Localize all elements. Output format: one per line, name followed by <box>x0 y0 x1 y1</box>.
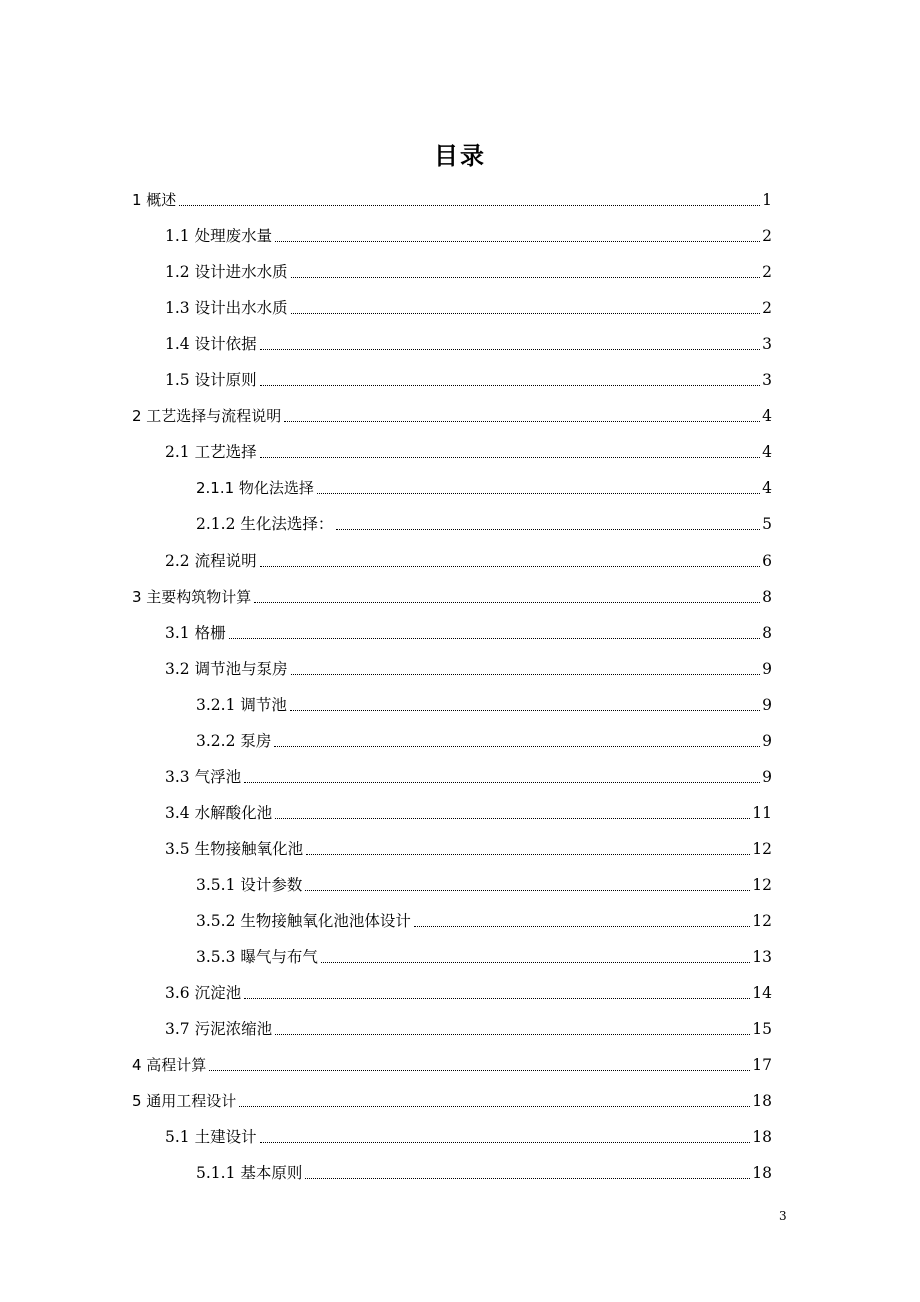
toc-entry-label: 3 主要构筑物计算 <box>132 587 252 606</box>
dot-leader <box>275 241 760 242</box>
toc-entry[interactable] <box>132 180 772 210</box>
toc-entry[interactable] <box>165 613 772 643</box>
dot-leader <box>305 890 750 891</box>
toc-entry-label: 3.5 生物接触氧化池 <box>165 839 304 858</box>
toc-entry[interactable] <box>196 901 772 931</box>
toc-entry-page: 3 <box>762 335 772 354</box>
toc-entry[interactable] <box>165 757 772 787</box>
toc-entry-page: 9 <box>762 695 772 714</box>
toc-entry-page: 4 <box>762 443 772 462</box>
toc-entry-page: 9 <box>762 767 772 786</box>
toc-entry[interactable] <box>196 504 772 534</box>
toc-entry-page: 4 <box>762 407 772 426</box>
toc-entry-label: 2.1.2 生化法选择： <box>196 515 334 534</box>
toc-entry-page: 12 <box>752 912 772 930</box>
toc-entry-page: 18 <box>752 1128 772 1147</box>
toc-entry[interactable] <box>165 252 772 282</box>
toc-entry[interactable] <box>165 973 772 1003</box>
toc-entry-page: 2 <box>762 227 772 246</box>
toc-entry[interactable] <box>165 1117 772 1147</box>
toc-entry-page: 5 <box>762 515 772 534</box>
dot-leader <box>239 1106 750 1107</box>
toc-entry[interactable] <box>196 468 772 498</box>
toc-entry-page: 12 <box>752 839 772 858</box>
toc-entry-label: 3.2.1 调节池 <box>196 695 287 714</box>
toc-entry[interactable] <box>165 829 772 859</box>
toc-entry-page: 3 <box>762 371 772 390</box>
dot-leader <box>321 962 750 963</box>
dot-leader <box>305 1178 750 1179</box>
toc-entry-label: 3.2.2 泵房 <box>196 731 272 750</box>
toc-entry[interactable] <box>165 360 772 390</box>
toc-entry-label: 1.5 设计原则 <box>165 371 257 390</box>
toc-entry-label: 5.1 土建设计 <box>165 1128 257 1147</box>
dot-leader <box>244 782 760 783</box>
toc-entry-page: 14 <box>752 984 772 1003</box>
toc-entry-page: 18 <box>752 1092 772 1111</box>
toc-entry[interactable] <box>165 541 772 571</box>
toc-entry[interactable] <box>165 649 772 679</box>
toc-entry-page: 15 <box>752 1020 772 1039</box>
dot-leader <box>244 998 750 999</box>
toc-entry-label: 3.7 污泥浓缩池 <box>165 1020 273 1039</box>
dot-leader <box>260 385 761 386</box>
dot-leader <box>274 746 760 747</box>
toc-entry[interactable] <box>132 396 772 426</box>
toc-entry-label: 1.2 设计进水水质 <box>165 263 288 282</box>
toc-entry-label: 3.5.1 设计参数 <box>196 875 303 894</box>
toc-entry-label: 3.2 调节池与泵房 <box>165 659 288 678</box>
toc-entry[interactable] <box>132 577 772 607</box>
toc-entry-page: 2 <box>762 299 772 318</box>
dot-leader <box>275 818 750 819</box>
toc-entry[interactable] <box>165 432 772 462</box>
dot-leader <box>254 602 760 603</box>
toc-entry-page: 8 <box>762 623 772 642</box>
toc-entry-page: 12 <box>752 875 772 894</box>
toc-entry[interactable] <box>165 324 772 354</box>
toc-entry[interactable] <box>165 1009 772 1039</box>
toc-entry-label: 3.4 水解酸化池 <box>165 803 273 822</box>
toc-entry-label: 3.5.3 曝气与布气 <box>196 948 318 967</box>
toc-entry-page: 9 <box>762 659 772 678</box>
toc-entry-label: 4 高程计算 <box>132 1056 207 1075</box>
toc-entry-label: 3.6 沉淀池 <box>165 984 242 1003</box>
toc-entry-page: 8 <box>762 587 772 606</box>
dot-leader <box>291 674 761 675</box>
toc-entry[interactable] <box>196 865 772 895</box>
toc-entry-label: 3.1 格栅 <box>165 623 226 642</box>
toc-entry-label: 3.5.2 生物接触氧化池池体设计 <box>196 912 411 930</box>
toc-entry-label: 3.3 气浮池 <box>165 767 242 786</box>
toc-entry-label: 2.1.1 物化法选择 <box>196 479 314 498</box>
toc-entry-label: 2.1 工艺选择 <box>165 443 257 462</box>
toc-entry[interactable] <box>165 793 772 823</box>
dot-leader <box>291 313 761 314</box>
page-title: 目录 <box>434 142 486 170</box>
toc-entry[interactable] <box>196 937 772 967</box>
dot-leader <box>284 421 760 422</box>
dot-leader <box>290 710 760 711</box>
toc-entry-label: 1 概述 <box>132 191 177 209</box>
toc-entry[interactable] <box>132 1081 772 1111</box>
toc-entry-page: 18 <box>752 1164 772 1183</box>
dot-leader <box>317 493 760 494</box>
toc-entry-label: 1.4 设计依据 <box>165 335 257 354</box>
toc-entry-label: 2 工艺选择与流程说明 <box>132 407 282 426</box>
toc-entry-page: 13 <box>752 948 772 967</box>
dot-leader <box>209 1070 750 1071</box>
toc-entry-page: 9 <box>762 731 772 750</box>
dot-leader <box>306 854 750 855</box>
toc-entry[interactable] <box>196 721 772 751</box>
dot-leader <box>260 349 761 350</box>
dot-leader <box>229 638 761 639</box>
toc-entry-page: 2 <box>762 263 772 282</box>
dot-leader <box>179 205 760 206</box>
toc-entry[interactable] <box>196 1153 772 1183</box>
toc-entry-page: 4 <box>762 479 772 498</box>
dot-leader <box>414 926 750 927</box>
toc-entry[interactable] <box>165 288 772 318</box>
toc-entry-label: 5.1.1 基本原则 <box>196 1164 303 1183</box>
toc-entry[interactable] <box>132 1045 772 1075</box>
dot-leader <box>275 1034 750 1035</box>
dot-leader <box>336 529 760 530</box>
toc-entry-label: 1.1 处理废水量 <box>165 227 273 246</box>
toc-entry[interactable] <box>196 685 772 715</box>
toc-entry-page: 17 <box>752 1056 772 1075</box>
toc-entry-page: 6 <box>762 551 772 570</box>
dot-leader <box>260 566 761 567</box>
toc-entry-page: 11 <box>752 803 772 822</box>
toc-entry[interactable] <box>165 216 772 246</box>
dot-leader <box>260 1142 751 1143</box>
toc-entry-page: 1 <box>762 191 772 209</box>
toc-entry-label: 5 通用工程设计 <box>132 1092 237 1111</box>
dot-leader <box>260 457 761 458</box>
toc-entry-label: 1.3 设计出水水质 <box>165 299 288 318</box>
dot-leader <box>291 277 761 278</box>
toc-entry-label: 2.2 流程说明 <box>165 551 257 570</box>
page-number: 3 <box>779 1209 787 1223</box>
